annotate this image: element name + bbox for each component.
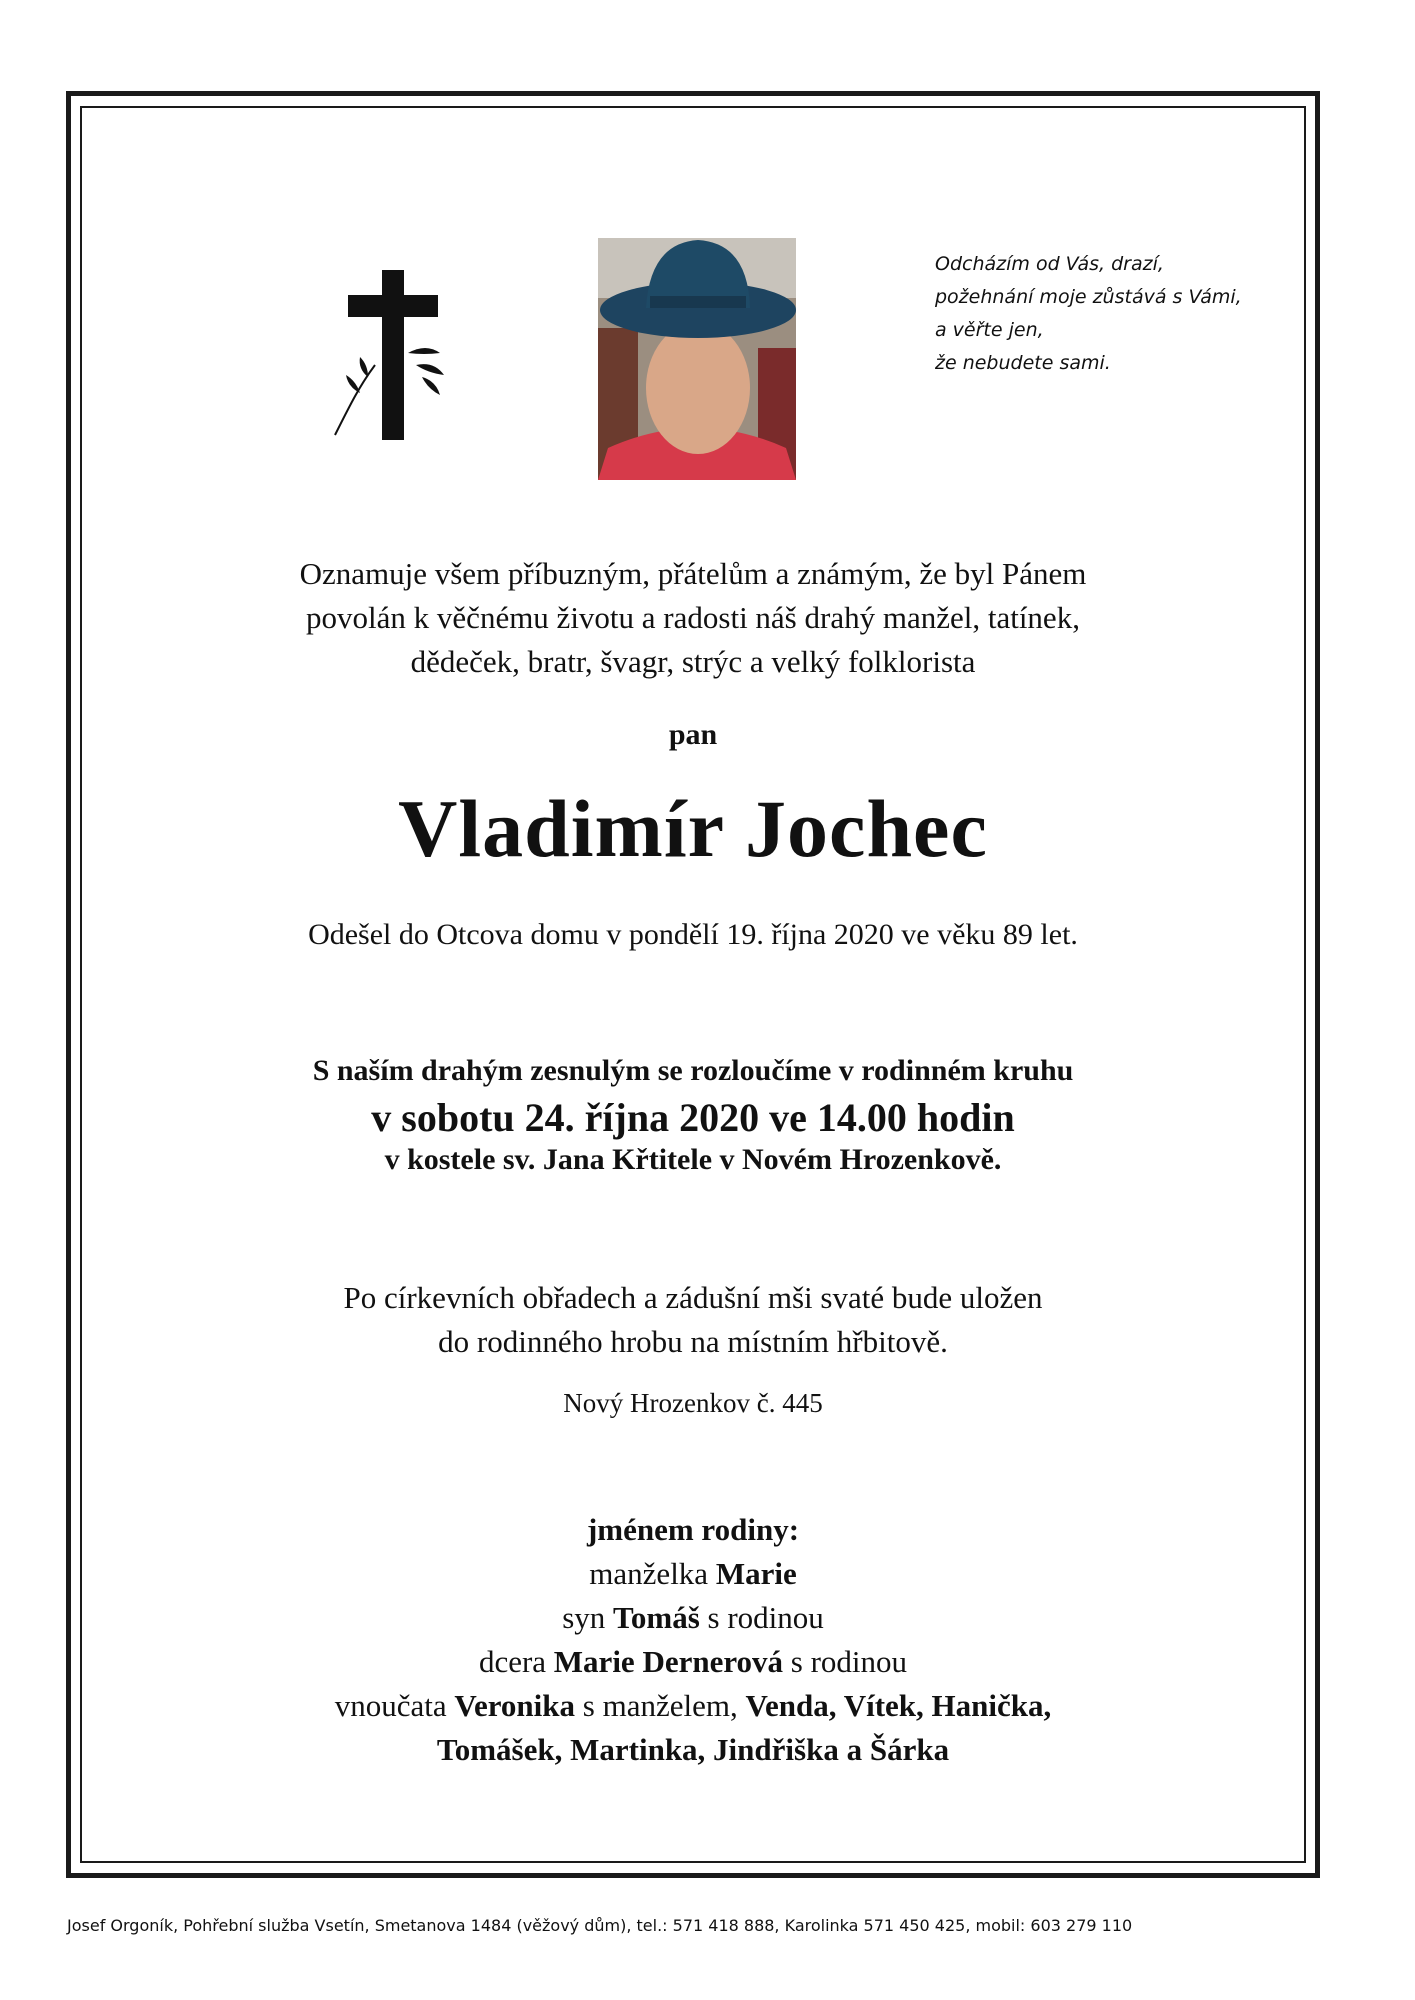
farewell-place: v kostele sv. Jana Křtitele v Novém Hrozenkově. [384, 1143, 1002, 1176]
burial-text [80, 1276, 1306, 1364]
quote-block [935, 248, 1295, 380]
farewell-line-1: S naším drahým zesnulým se rozloučíme v rodinném kruhu [312, 1054, 1074, 1087]
quote-line: a věřte jen, [935, 319, 1044, 341]
family-son: syn Tomáš s rodinou [562, 1600, 824, 1635]
death-notice: Odešel do Otcova domu v pondělí 19. října 2020 ve věku 89 let. [308, 918, 1078, 951]
burial-line: Po církevních obřadech a zádušní mši svaté bude uložen [343, 1280, 1043, 1315]
deceased-name: Vladimír Jochec [398, 783, 988, 874]
family-heading: jménem rodiny: [586, 1512, 800, 1547]
family-wife: manželka Marie [589, 1556, 797, 1591]
intro-line: dědeček, bratr, švagr, strýc a velký folklorista [410, 644, 976, 679]
footer-funeral-service: Josef Orgoník, Pohřební služba Vsetín, Smetanova 1484 (věžový dům), tel.: 571 418 888, Karolinka 571 450 425, mobil: 603 279 110 [67, 1916, 1133, 1935]
quote-line: Odcházím od Vás, drazí, [935, 253, 1164, 275]
family-grandchildren-2: Tomášek, Martinka, Jindřiška a Šárka [436, 1732, 950, 1767]
family-daughter: dcera Marie Dernerová s rodinou [478, 1644, 908, 1679]
burial-line: do rodinného hrobu na místním hřbitově. [438, 1324, 948, 1359]
family-block [80, 1508, 1306, 1772]
intro-line: Oznamuje všem příbuzným, přátelům a známým, že byl Pánem [299, 556, 1087, 591]
quote-line: že nebudete sami. [935, 352, 1111, 374]
quote-line: požehnání moje zůstává s Vámi, [935, 286, 1242, 308]
address: Nový Hrozenkov č. 445 [563, 1388, 823, 1418]
cross-icon [330, 265, 470, 445]
intro-text [80, 552, 1306, 684]
intro-line: povolán k věčnému životu a radosti náš drahý manžel, tatínek, [306, 600, 1080, 635]
title-word: pan [668, 718, 718, 751]
portrait-photo [598, 238, 796, 480]
farewell-date: v sobotu 24. října 2020 ve 14.00 hodin [371, 1095, 1015, 1140]
family-grandchildren: vnoučata Veronika s manželem, Venda, Vítek, Hanička, [334, 1688, 1052, 1723]
